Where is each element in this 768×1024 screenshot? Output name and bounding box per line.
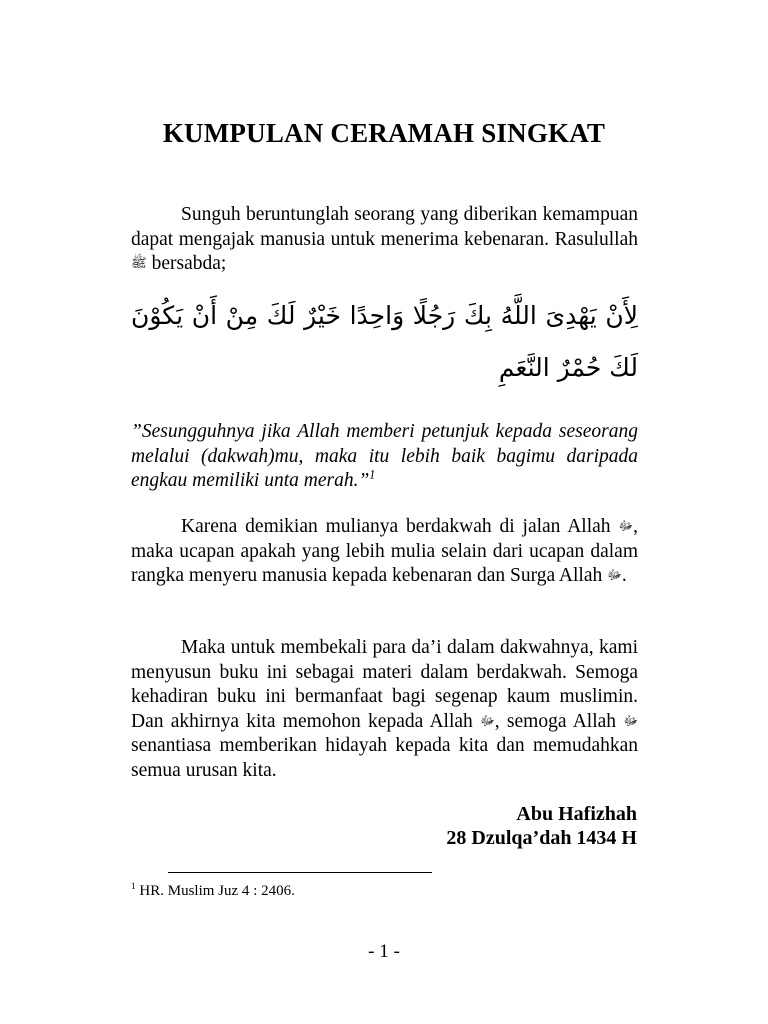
- jalla-jalaluhu-symbol: ﷻ: [618, 519, 634, 534]
- footnote-divider: [168, 872, 432, 873]
- dakwah-paragraph: [131, 515, 638, 589]
- intro-text-end: bersabda;: [146, 253, 227, 274]
- signature-date: 28 Dzulqa’dah 1434 H: [446, 827, 637, 849]
- footnote-reference: 1: [369, 467, 376, 482]
- dakwah-text-3: .: [621, 565, 627, 586]
- arabic-hadith: لِأَنْ يَهْدِىَ اللَّهُ بِكَ رَجُلًا وَاحِدًا خَيْرٌ لَكَ مِنْ أَنْ يَكُوْنَ لَكَ حُمْرٌ النَّعَمِ: [131, 301, 638, 382]
- jalla-jalaluhu-symbol: ﷻ: [480, 713, 495, 729]
- footnote: [131, 883, 295, 900]
- dakwah-text-1: Karena demikian mulianya berdakwah di jalan Allah: [181, 516, 619, 537]
- jalla-jalaluhu-symbol: ﷻ: [623, 713, 638, 729]
- intro-text: Sunguh beruntunglah seorang yang diberikan kemampuan dapat mengajak manusia untuk menerima kebenaran. Rasulullah: [131, 204, 638, 250]
- closing-text-1: Maka untuk membekali para da’i dalam dakwahnya, kami menyusun buku ini sebagai materi dalam berdakwah. Semoga kehadiran buku ini bermanfaat bagi segenap kaum muslimin. Dan akhirnya kita memohon kepada Allah: [131, 637, 638, 732]
- footnote-text: HR. Muslim Juz 4 : 2406.: [135, 883, 295, 899]
- intro-paragraph: [131, 203, 638, 277]
- closing-paragraph: [131, 636, 638, 783]
- dakwah-text-2: , maka ucapan apakah yang lebih mulia selain dari ucapan dalam rangka menyeru manusia kepada kebenaran dan Surga Allah: [131, 516, 638, 586]
- page-title: KUMPULAN CERAMAH SINGKAT: [162, 118, 606, 148]
- salawat-symbol: ﷺ: [131, 256, 147, 271]
- closing-text-3: senantiasa memberikan hidayah kepada kita dan memudahkan semua urusan kita.: [131, 735, 638, 781]
- quote-text: ”Sesungguhnya jika Allah memberi petunjuk kepada seseorang melalui (dakwah)mu, maka itu lebih baik bagimu daripada engkau memiliki unta merah.”: [131, 421, 638, 491]
- closing-text-2: , semoga Allah: [494, 710, 624, 732]
- page-number: - 1 -: [368, 941, 400, 962]
- footnote-number: 1: [131, 882, 136, 892]
- hadith-translation: [131, 420, 638, 494]
- jalla-jalaluhu-symbol: ﷻ: [607, 568, 622, 583]
- signature-name: Abu Hafizhah: [516, 803, 637, 825]
